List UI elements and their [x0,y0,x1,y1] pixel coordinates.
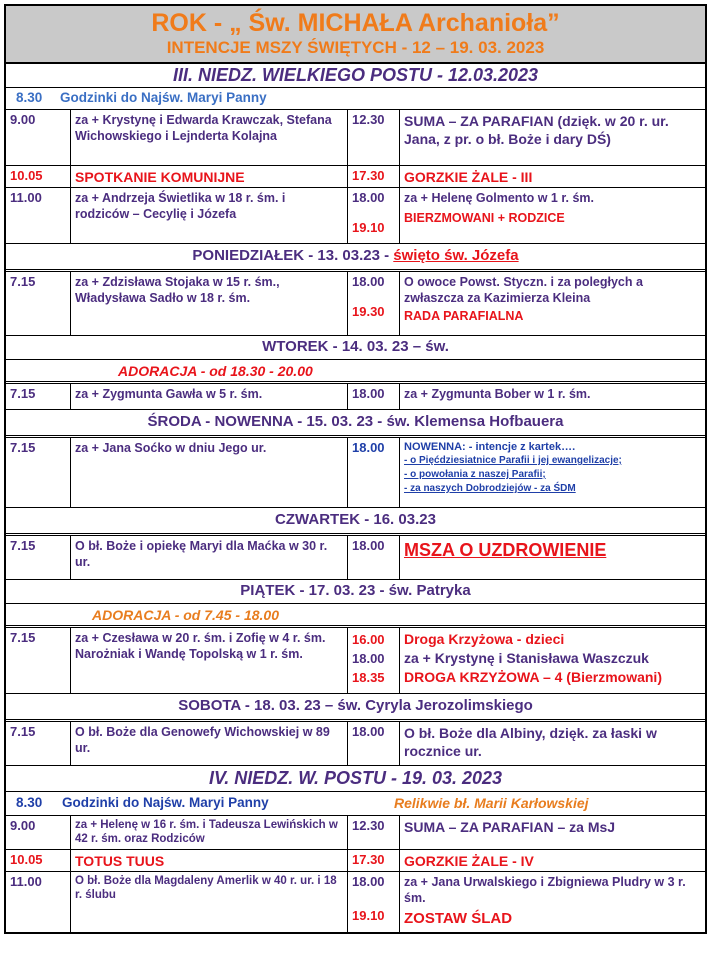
time: 7.15 [6,384,71,409]
time: 12.30 [348,816,400,849]
nowenna-item: - za naszych Dobrodziejów - za ŚDM [404,483,576,494]
time: 18.00 [348,536,400,579]
intention: O bł. Boże i opiekę Maryi dla Maćka w 30 r. ur. [71,536,348,579]
times [348,872,400,932]
intention: Droga Krzyżowa - dzieci [404,631,565,647]
time: 18.00 [352,274,385,289]
nowenna-item: - o Pięćdziesiatnice Parafii i jej ewangelizacje; [404,455,622,466]
intentions [400,188,705,243]
time: 19.10 [352,220,385,235]
intention: O bł. Boże dla Albiny, dzięk. za łaski w rocznice ur. [404,725,657,759]
thursday-title: CZWARTEK - 16. 03.23 [6,508,705,536]
monday-feast: święto św. Józefa [393,247,519,264]
intention: za + Helenę Golmento w 1 r. śm. [404,191,594,205]
mass-intentions-sheet [4,4,707,934]
sunday2-row-2 [6,850,705,872]
time: 9.00 [6,816,71,849]
sunday2-title: IV. NIEDZ. W. POSTU - 19. 03. 2023 [6,766,705,792]
saturday-row [6,722,705,766]
intention: za + Zygmunta Gawła w 5 r. śm. [71,384,348,409]
sunday2-row-1 [6,816,705,850]
monday-title [6,244,705,272]
friday-title: PIĄTEK - 17. 03. 23 - św. Patryka [6,580,705,604]
intention: za + Czesława w 20 r. śm. i Zofię w 4 r. śm. Narożniak i Wandę Topolską w 1 r. śm. [71,628,348,693]
time: 12.30 [348,110,400,165]
time: 16.00 [352,632,385,647]
time: 18.00 [348,438,400,507]
time: 18.00 [352,651,385,666]
godzinki-cell [6,792,348,815]
time: 10.05 [6,850,71,871]
time: 10.05 [6,166,71,187]
time: 11.00 [6,188,71,243]
intention: za + Krystynę i Edwarda Krawczak, Stefana Wichowskiego i Lejnderta Kolajna [71,110,348,165]
time: 19.30 [352,304,385,319]
nowenna-list [404,454,701,496]
intention: BIERZMOWANI + RODZICE [404,211,565,225]
sunday1-row-1 [6,110,705,166]
intention: O bł. Boże dla Magdaleny Amerlik w 40 r. ur. i 18 r. ślubu [71,872,348,932]
saturday-title: SOBOTA - 18. 03. 23 – św. Cyryla Jerozolimskiego [6,694,705,722]
intention: SPOTKANIE KOMUNIJNE [71,166,348,187]
time: 18.00 [352,190,385,205]
tuesday-row [6,384,705,410]
thursday-row [6,536,705,580]
time: 18.00 [348,384,400,409]
intention: ZOSTAW ŚLAD [404,910,513,927]
intention: SUMA – ZA PARAFIAN (dzięk. w 20 r. ur. Jana, z pr. o bł. Boże i dary DŚ) [404,113,669,147]
time: 7.15 [6,722,71,765]
relics-label: Relikwie bł. Marii Karłowskiej [394,795,589,811]
intention: za + Jana Soćko w dniu Jego ur. [71,438,348,507]
time: 11.00 [6,872,71,932]
adoration-label: ADORACJA - od 18.30 - 20.00 [118,363,313,379]
intention: za + Zdzisława Stojaka w 15 r. śm., Władysława Sadło w 18 r. śm. [71,272,348,335]
intention: za + Andrzeja Świetlika w 18 r. śm. i rodziców – Cecylię i Józefa [71,188,348,243]
godzinki-time: 8.30 [16,795,43,810]
intention: DROGA KRZYŻOWA – 4 (Bierzmowani) [404,669,662,685]
times [348,272,400,335]
time: 7.15 [6,628,71,693]
intention: O bł. Boże dla Genowefy Wichowskiej w 89 ur. [71,722,348,765]
godzinki-text: Godzinki do Najśw. Maryi Panny [60,90,267,105]
time: 17.30 [348,166,400,187]
intention: O owoce Powst. Styczn. i za poległych a zwłaszcza za Kazimierza Kleina [404,275,643,305]
header-subtitle: INTENCJE MSZY ŚWIĘTYCH - 12 – 19. 03. 2023 [166,38,545,57]
intention: TOTUS TUUS [71,850,348,871]
time: 18.00 [348,722,400,765]
time: 19.10 [352,908,385,923]
monday-date: PONIEDZIAŁEK - 13. 03.23 - [192,247,394,264]
time: 7.15 [6,536,71,579]
intention: za + Zygmunta Bober w 1 r. śm. [404,387,591,401]
times [348,628,400,693]
sunday1-row-3 [6,188,705,244]
times [348,188,400,243]
intention: za + Krystynę i Stanisława Waszczuk [404,650,649,666]
nowenna-item: - o powołania z naszej Parafii; [404,469,546,480]
sunday2-godzinki [6,792,705,816]
time: 18.35 [352,670,385,685]
wednesday-title: ŚRODA - NOWENNA - 15. 03. 23 - św. Klemensa Hofbauera [6,410,705,438]
intentions [400,872,705,932]
godzinki-text: Godzinki do Najśw. Maryi Panny [62,795,269,810]
header [6,6,705,64]
godzinki-time: 8.30 [16,90,43,105]
intention: za + Jana Urwalskiego i Zbigniewa Pludry w 3 r. śm. [404,875,686,905]
sunday2-row-3 [6,872,705,932]
wednesday-row [6,438,705,508]
intention: MSZA O UZDROWIENIE [404,540,607,560]
intention: GORZKIE ŻALE - IV [404,853,534,869]
intentions [400,628,705,693]
time: 7.15 [6,438,71,507]
intention: za + Helenę w 16 r. śm. i Tadeusza Lewińskich w 42 r. śm. oraz Rodziców [71,816,348,849]
nowenna-title: NOWENNA: - intencje z kartek…. [404,441,576,453]
intentions [400,272,705,335]
time: 18.00 [352,874,385,889]
time: 9.00 [6,110,71,165]
intention: SUMA – ZA PARAFIAN – za MsJ [404,819,616,835]
time: 17.30 [348,850,400,871]
friday-row [6,628,705,694]
time: 7.15 [6,272,71,335]
monday-row [6,272,705,336]
sunday1-godzinki [6,88,705,110]
header-title: ROK - „ Św. MICHAŁA Archanioła” [151,9,560,37]
tuesday-adoration [6,360,705,384]
sunday1-title: III. NIEDZ. WIELKIEGO POSTU - 12.03.2023 [6,64,705,88]
intention: RADA PARAFIALNA [404,309,524,323]
nowenna-intentions [400,438,705,507]
friday-adoration [6,604,705,628]
adoration-label: ADORACJA - od 7.45 - 18.00 [92,607,279,623]
tuesday-title: WTOREK - 14. 03. 23 – św. [6,336,705,360]
intention: GORZKIE ŻALE - III [404,169,533,185]
sunday1-row-2 [6,166,705,188]
